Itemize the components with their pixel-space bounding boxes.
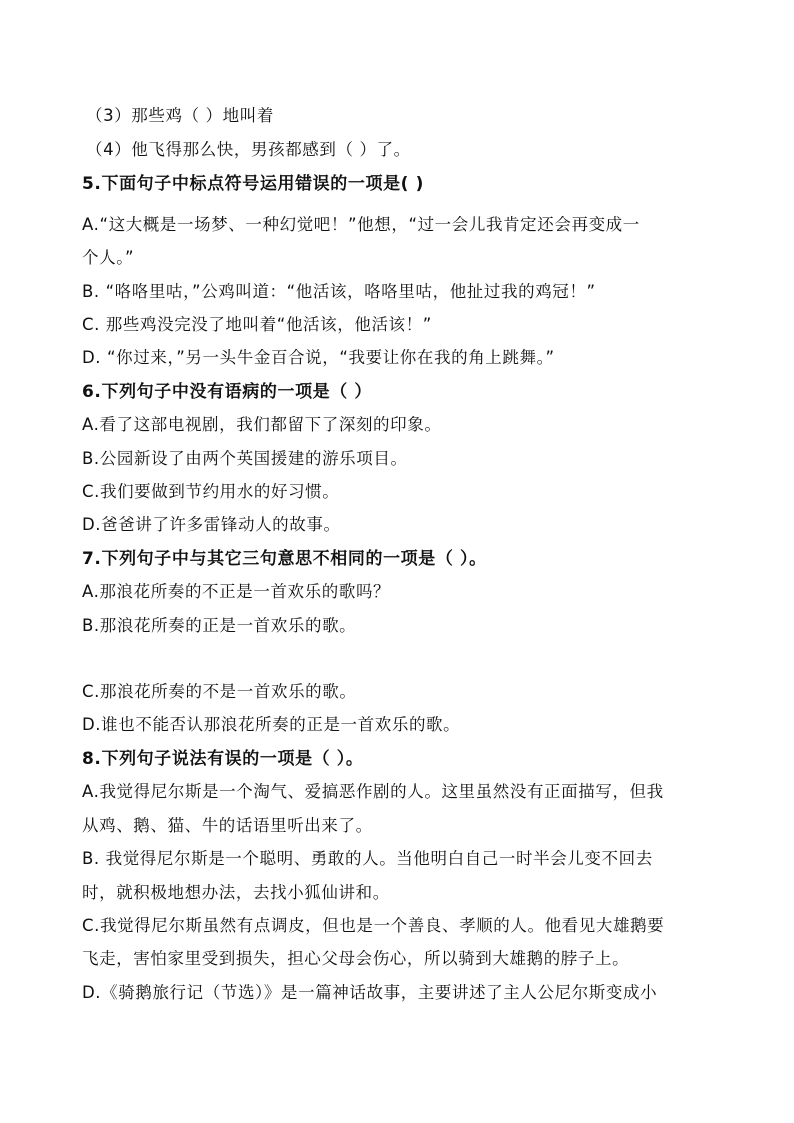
question-5-option-a-line2: 个人。”	[82, 248, 135, 267]
question-8-option-a-line2: 从鸡、鹅、猫、牛的话语里听出来了。	[82, 816, 373, 835]
question-7-option-c: C.那浪花所奏的不是一首欢乐的歌。	[82, 682, 357, 701]
question-8-stem: 8.下列句子说法有误的一项是（ ）。	[82, 749, 364, 769]
question-7-stem: 7.下列句子中与其它三句意思不相同的一项是（ ）。	[82, 549, 487, 569]
question-7-option-b: B.那浪花所奏的正是一首欢乐的歌。	[82, 616, 357, 635]
question-5-option-c: C. 那些鸡没完没了地叫着“他活该，他活该！”	[82, 315, 432, 334]
question-8-option-d-line1: D.《骑鹅旅行记（节选）》是一篇神话故事，主要讲述了主人公尼尔斯变成小	[82, 983, 658, 1002]
question-7-option-d: D.谁也不能否认那浪花所奏的正是一首欢乐的歌。	[82, 715, 461, 734]
question-7-option-a: A.那浪花所奏的不正是一首欢乐的歌吗？	[82, 582, 391, 601]
question-8-option-a-line1: A.我觉得尼尔斯是一个淘气、爱搞恶作剧的人。这里虽然没有正面描写，但我	[82, 782, 664, 801]
fill-in-item-4: （4）他飞得那么快，男孩都感到（ ）了。	[86, 140, 411, 159]
question-6-stem: 6.下列句子中没有语病的一项是（ ）	[82, 382, 373, 402]
question-8-option-c-line2: 飞走，害怕家里受到损失，担心父母会伤心，所以骑到大雄鹅的脖子上。	[82, 949, 630, 968]
question-5-option-b: B. “咯咯里咕，”公鸡叫道：“他活该，咯咯里咕，他扯过我的鸡冠！”	[82, 282, 596, 301]
fill-in-item-3: （3）那些鸡（ ）地叫着	[86, 106, 274, 125]
question-6-option-a: A.看了这部电视剧，我们都留下了深刻的印象。	[82, 415, 442, 434]
question-6-option-b: B.公园新设了由两个英国援建的游乐项目。	[82, 449, 408, 468]
question-8-option-b-line2: 时，就积极地想办法，去找小狐仙讲和。	[82, 883, 390, 902]
question-5-stem: 5.下面句子中标点符号运用错误的一项是( )	[82, 174, 424, 194]
question-6-option-d: D.爸爸讲了许多雷锋动人的故事。	[82, 515, 341, 534]
question-8-option-c-line1: C.我觉得尼尔斯虽然有点调皮，但也是一个善良、孝顺的人。他看见大雄鹅要	[82, 916, 665, 935]
question-8-option-b-line1: B. 我觉得尼尔斯是一个聪明、勇敢的人。当他明白自己一时半会儿变不回去	[82, 849, 653, 868]
question-6-option-c: C.我们要做到节约用水的好习惯。	[82, 482, 340, 501]
question-5-option-a-line1: A.“这大概是一场梦、一种幻觉吧！”他想，“过一会儿我肯定还会再变成一	[82, 215, 640, 234]
question-5-option-d: D. “你过来，”另一头牛金百合说，“我要让你在我的角上跳舞。”	[82, 348, 555, 367]
